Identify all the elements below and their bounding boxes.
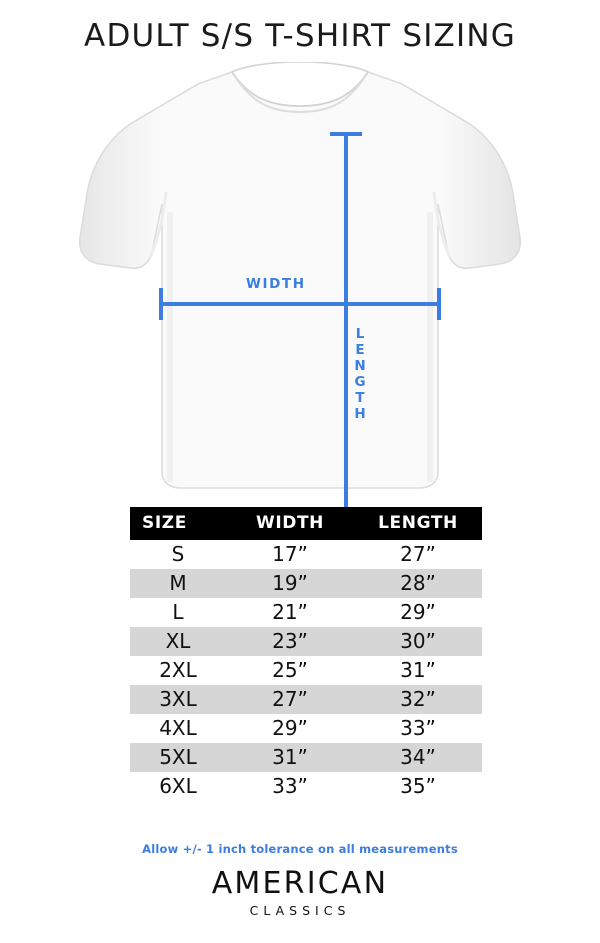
table-row [130,714,482,743]
cell-size: 6XL [130,772,226,801]
cell-width: 29” [226,714,354,743]
shirt-diagram [0,62,600,502]
cell-width: 21” [226,598,354,627]
cell-size: 5XL [130,743,226,772]
cell-length: 32” [354,685,482,714]
cell-width: 25” [226,656,354,685]
table-row [130,685,482,714]
cell-length: 30” [354,627,482,656]
table-row [130,656,482,685]
table-row [130,598,482,627]
cell-width: 17” [226,540,354,569]
cell-width: 33” [226,772,354,801]
cell-width: 19” [226,569,354,598]
cell-width: 23” [226,627,354,656]
width-measure-line [160,302,440,306]
table-row [130,772,482,801]
header-width: WIDTH [226,507,354,540]
cell-size: M [130,569,226,598]
width-label: WIDTH [246,276,306,292]
header-length: LENGTH [354,507,482,540]
page-title: ADULT S/S T-SHIRT SIZING [84,18,516,54]
cell-size: 2XL [130,656,226,685]
cell-size: 4XL [130,714,226,743]
table-header-row [130,507,482,540]
cell-size: L [130,598,226,627]
table-row [130,569,482,598]
brand-subtitle: CLASSICS [249,903,351,918]
cell-length: 35” [354,772,482,801]
length-measure-line [344,132,348,562]
cell-size: 3XL [130,685,226,714]
cell-length: 31” [354,656,482,685]
cell-width: 31” [226,743,354,772]
width-cap-left [159,288,163,320]
table-row [130,627,482,656]
length-label: LENGTH [352,326,368,422]
size-table [130,507,482,801]
cell-size: XL [130,627,226,656]
cell-length: 34” [354,743,482,772]
table-row [130,743,482,772]
length-cap-top [330,132,362,136]
table-row [130,540,482,569]
width-cap-right [437,288,441,320]
cell-length: 28” [354,569,482,598]
tolerance-note: Allow +/- 1 inch tolerance on all measurements [142,842,458,856]
cell-width: 27” [226,685,354,714]
cell-length: 29” [354,598,482,627]
cell-length: 27” [354,540,482,569]
cell-length: 33” [354,714,482,743]
cell-size: S [130,540,226,569]
brand-name: AMERICAN [211,866,389,901]
header-size: SIZE [130,507,226,540]
